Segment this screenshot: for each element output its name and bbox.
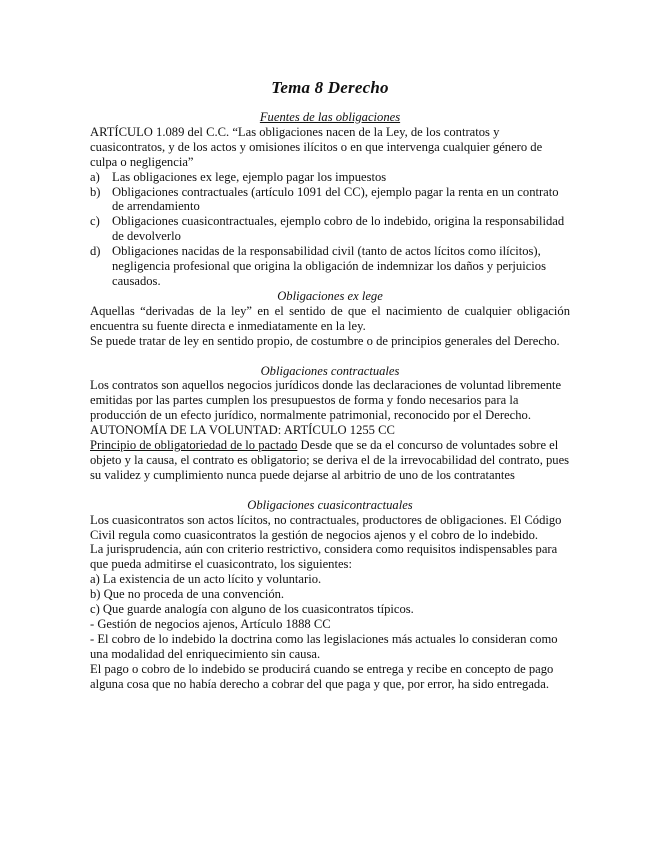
spacer [90, 483, 570, 498]
fuentes-intro: ARTÍCULO 1.089 del C.C. “Las obligaciones nacen de la Ley, de los contratos y cuasicontratos, y de los actos y omisiones ilícitos o en que intervenga cualquier género de culpa o negligencia” [90, 124, 543, 169]
cuasi-gestion: - Gestión de negocios ajenos, Artículo 1888 CC [90, 617, 331, 631]
list-item [90, 214, 570, 244]
principio-paragraph [90, 438, 570, 483]
principio-text: Desde que se da el concurso de voluntades sobre el objeto y la causa, el contrato es obligatorio; se deriva el de la irrevocabilidad del contrato, pues su validez y cumplimiento nunca puede dejarse al arbitrio de uno de los contratantes [90, 438, 570, 482]
list-marker: a) [90, 169, 100, 184]
cuasi-requirement-a: a) La existencia de un acto lícito y voluntario. [90, 572, 322, 587]
list-marker: b) [90, 184, 101, 199]
section-heading-cuasi: Obligaciones cuasicontractuales [247, 497, 413, 512]
list-item [90, 244, 570, 289]
page-title: Tema 8 Derecho [271, 78, 389, 97]
contractuales-paragraph-1: Los contratos son aquellos negocios jurídicos donde las declaraciones de voluntad libremente emitidas por las partes cumplen los presupuestos de forma y fondo necesarios para la producción de un efecto jurídico, normalmente patrimonial, reconocido por el Derecho. [90, 378, 562, 423]
section-heading-exlege: Obligaciones ex lege [277, 288, 383, 303]
principio-label: Principio de obligatoriedad de lo pactado [90, 438, 298, 453]
list-item-text: Obligaciones contractuales (artículo 1091 del CC), ejemplo pagar la renta en un contrato de arrendamiento [112, 184, 559, 214]
fuentes-list [90, 170, 570, 289]
cuasi-paragraph-1: Los cuasicontratos son actos lícitos, no contractuales, productores de obligaciones. El Código Civil regula como cuasicontratos la gestión de negocios ajenos y el cobro de lo indebido. [90, 512, 562, 542]
list-item-text: Las obligaciones ex lege, ejemplo pagar los impuestos [112, 169, 387, 184]
list-item [90, 170, 570, 185]
spacer [90, 349, 570, 364]
cuasi-paragraph-2: La jurisprudencia, aún con criterio restrictivo, considera como requisitos indispensables para que pueda admitirse el cuasicontrato, los siguientes: [90, 542, 558, 572]
cuasi-requirement-b: b) Que no proceda de una convención. [90, 587, 285, 602]
document-page [90, 78, 570, 692]
list-item-text: Obligaciones cuasicontractuales, ejemplo cobro de lo indebido, origina la responsabilidad de devolverlo [112, 214, 565, 244]
list-item [90, 185, 570, 215]
list-item-text: Obligaciones nacidas de la responsabilidad civil (tanto de actos lícitos como ilícitos), negligencia profesional que origina la obligación de indemnizar los daños y perjuicios causados. [112, 244, 547, 288]
exlege-paragraph-1: Aquellas “derivadas de la ley” en el sentido de que el nacimiento de cualquier obligación encuentra su fuente directa e inmediatamente en la ley. [90, 303, 570, 333]
autonomia-heading: AUTONOMÍA DE LA VOLUNTAD: ARTÍCULO 1255 CC [90, 423, 395, 438]
section-heading-fuentes: Fuentes de las obligaciones [259, 110, 401, 124]
exlege-paragraph-2: Se puede tratar de ley en sentido propio, de costumbre o de principios generales del Derecho. [90, 333, 560, 348]
cuasi-requirement-c: c) Que guarde analogía con alguno de los cuasicontratos típicos. [90, 602, 414, 617]
cuasi-paragraph-3: El pago o cobro de lo indebido se producirá cuando se entrega y recibe en concepto de pago alguna cosa que no había derecho a cobrar del que paga y que, por error, ha sido entregada. [90, 661, 554, 691]
section-heading-contractuales: Obligaciones contractuales [260, 363, 400, 378]
list-marker: d) [90, 244, 101, 259]
cuasi-cobro: - El cobro de lo indebido la doctrina como las legislaciones más actuales lo consideran como una modalidad del enriquecimiento sin causa. [90, 631, 558, 661]
list-marker: c) [90, 214, 100, 229]
